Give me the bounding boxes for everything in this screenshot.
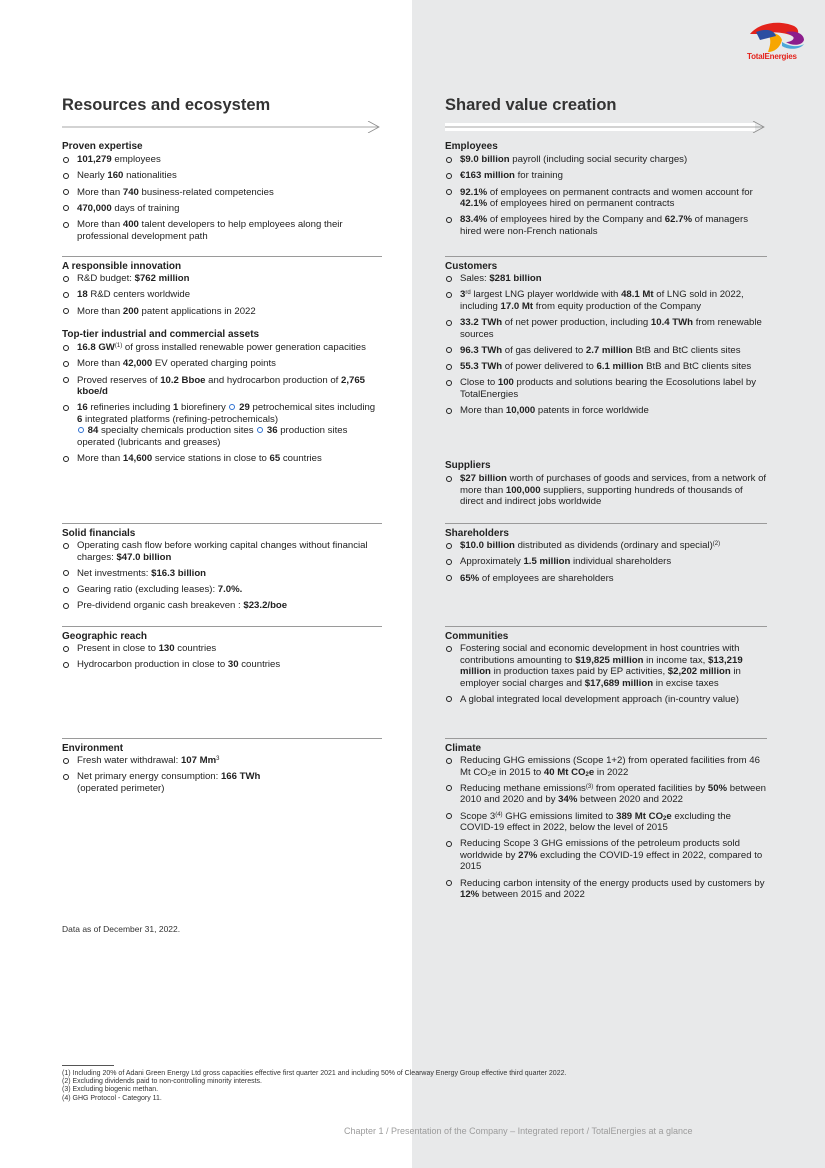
list-item: 83.4% of employees hired by the Company and 62.7% of managers hired were non-French nationals	[445, 214, 767, 237]
employees-section	[445, 138, 767, 242]
bullet-icon	[63, 543, 69, 549]
section-title: A responsible innovation	[62, 256, 382, 273]
section-title: Proven expertise	[62, 141, 143, 152]
bullet-icon	[63, 173, 69, 179]
footnote: (3) Excluding biogenic methan.	[62, 1086, 159, 1094]
bullet-icon	[446, 173, 452, 179]
list-item: 3rd largest LNG player worldwide with 48.1 Mt of LNG sold in 2022, including 17.0 Mt from equity production of the Company	[445, 289, 767, 312]
list-item: 92.1% of employees on permanent contracts and women account for 42.1% of employees hired on permanent contracts	[445, 187, 767, 210]
bullet-icon	[63, 189, 69, 195]
list-item: 55.3 TWh of power delivered to 6.1 million BtB and BtC clients sites	[445, 361, 767, 373]
list-item: 96.3 TWh of gas delivered to 2.7 million BtB and BtC clients sites	[445, 345, 767, 357]
bullet-icon	[446, 880, 452, 886]
footnote: (4) GHG Protocol - Category 11.	[62, 1094, 162, 1102]
bullet-icon	[446, 785, 452, 791]
communities-section	[445, 626, 767, 710]
bullet-icon	[446, 841, 452, 847]
data-as-of-note: Data as of December 31, 2022.	[62, 924, 181, 934]
list-item: Reducing GHG emissions (Scope 1+2) from operated facilities from 46 Mt $CO_2e$ in 2015 to 40 Mt $CO_2e$ in 2022	[445, 755, 767, 778]
list-item: R&D budget: $762 million	[62, 273, 382, 285]
bullet-icon	[229, 404, 235, 410]
section-title: Suppliers	[445, 460, 491, 471]
section-title: Employees	[445, 141, 498, 152]
shared-value-column	[445, 96, 767, 901]
bullet-icon	[63, 222, 69, 228]
suppliers-section	[445, 457, 767, 512]
bullet-icon	[63, 345, 69, 351]
section-title: Shareholders	[445, 523, 767, 540]
footnote-rule	[62, 1065, 114, 1066]
list-item: 470,000 days of training	[62, 203, 382, 215]
bullet-icon	[257, 427, 263, 433]
bullet-icon	[63, 361, 69, 367]
bullet-icon	[446, 813, 452, 819]
section-title: Top-tier industrial and commercial assets	[62, 329, 260, 340]
list-item: Net investments: $16.3 billion	[62, 568, 382, 580]
list-item: Fresh water withdrawal: 107 Mm$^3$	[62, 755, 382, 767]
list-item: Pre-dividend organic cash breakeven : $23.2/boe	[62, 600, 382, 612]
list-item: 33.2 TWh of net power production, including 10.4 TWh from renewable sources	[445, 317, 767, 340]
bullet-icon	[63, 292, 69, 298]
section-title: Solid financials	[62, 523, 382, 540]
list-item: Sales: $281 billion	[445, 273, 767, 285]
bullet-icon	[63, 646, 69, 652]
list-item: Reducing Scope 3 GHG emissions of the petroleum products sold worldwide by 27% excluding the COVID-19 effect in 2022, compared to 2015	[445, 838, 767, 873]
list-item: 65% of employees are shareholders	[445, 573, 767, 585]
bullet-icon	[63, 456, 69, 462]
bullet-icon	[63, 276, 69, 282]
bullet-icon	[446, 646, 452, 652]
environment-section	[62, 738, 382, 799]
list-item: Reducing carbon intensity of the energy products used by customers by 12% between 2015 and 2022	[445, 878, 767, 901]
section-title: Customers	[445, 256, 767, 273]
bullet-icon	[63, 758, 69, 764]
bullet-icon	[446, 347, 452, 353]
section-title: Communities	[445, 626, 767, 643]
bullet-icon	[446, 320, 452, 326]
section-title: Environment	[62, 738, 382, 755]
brand-name: TotalEnergies	[747, 52, 797, 61]
bullet-icon	[63, 603, 69, 609]
list-item: Operating cash flow before working capital changes without financial charges: $47.0 billion	[62, 540, 382, 563]
list-item: Reducing methane emissions$^{(3)}$ from operated facilities by 50% between 2010 and 2020 and by 34% between 2020 and 2022	[445, 783, 767, 806]
bullet-icon	[446, 217, 452, 223]
page-footer: Chapter 1 / Presentation of the Company – Integrated report / TotalEnergies at a glance	[344, 1126, 693, 1136]
bullet-icon	[446, 575, 452, 581]
footnote: (1) Including 20% of Adani Green Energy Ltd gross capacities effective first quarter 2021 and including 50% of Clearway Energy Group effective third quarter 2022.	[62, 1070, 567, 1077]
arrow-divider	[62, 121, 382, 133]
bullet-icon	[63, 308, 69, 314]
list-item: 101,279 employees	[62, 154, 382, 166]
geographic-section	[62, 626, 382, 676]
list-item: Nearly 160 nationalities	[62, 170, 382, 182]
resources-title: Resources and ecosystem	[62, 96, 271, 114]
list-item: Proved reserves of 10.2 Bboe and hydrocarbon production of 2,765 kboe/d	[62, 375, 382, 398]
arrow-divider	[445, 121, 767, 133]
list-item: €163 million for training	[445, 170, 767, 182]
customers-section	[445, 256, 767, 422]
section-title: Climate	[445, 738, 767, 755]
list-item: $27 billion worth of purchases of goods and services, from a network of more than 100,000 suppliers, supporting hundreds of thousands of direct and indirect jobs worldwide	[445, 473, 767, 508]
footnote: (2) Excluding dividends paid to non-controlling minority interests.	[62, 1078, 262, 1086]
bullet-icon	[63, 405, 69, 411]
list-item: 18 R&D centers worldwide	[62, 289, 382, 301]
bullet-icon	[446, 476, 452, 482]
bullet-icon	[63, 157, 69, 163]
section-title: Geographic reach	[62, 626, 382, 643]
list-item: Close to 100 products and solutions bearing the Ecosolutions label by TotalEnergies	[445, 377, 767, 400]
list-item: More than 400 talent developers to help employees along their professional development path	[62, 219, 382, 242]
bullet-icon	[446, 276, 452, 282]
shareholders-section	[445, 523, 767, 589]
list-item: More than 200 patent applications in 2022	[62, 306, 382, 318]
list-item: More than 14,600 service stations in close to 65 countries	[62, 453, 382, 465]
assets-section	[62, 326, 382, 469]
list-item: Net primary energy consumption: 166 TWh (operated perimeter)	[62, 771, 382, 794]
bullet-icon	[63, 774, 69, 780]
list-item: 16 refineries including 1 biorefinery 29 petrochemical sites including 6 integrated platforms (refining-petrochemicals) 84 specialty chemicals production sites 36 production sites operated (lubricants and greases)	[62, 402, 382, 448]
list-item: 16.8 GW$^{(1)}$ of gross installed renewable power generation capacities	[62, 342, 382, 354]
list-item: Approximately 1.5 million individual shareholders	[445, 556, 767, 568]
bullet-icon	[446, 157, 452, 163]
bullet-icon	[63, 570, 69, 576]
shared-value-title: Shared value creation	[445, 96, 617, 114]
bullet-icon	[446, 364, 452, 370]
bullet-icon	[446, 696, 452, 702]
bullet-icon	[446, 380, 452, 386]
list-item: Gearing ratio (excluding leases): 7.0%.	[62, 584, 382, 596]
list-item: Fostering social and economic development in host countries with contributions amounting to $19,825 million in income tax, $13,219 million in production taxes paid by EP activities, $2,202 million in employer social charges and $17,689 million in excise taxes	[445, 643, 767, 689]
bullet-icon	[446, 408, 452, 414]
list-item: $9.0 billion payroll (including social security charges)	[445, 154, 767, 166]
bullet-icon	[446, 543, 452, 549]
proven-expertise-section	[62, 138, 382, 247]
climate-section	[445, 738, 767, 905]
list-item: More than 10,000 patents in force worldwide	[445, 405, 767, 417]
bullet-icon	[446, 292, 452, 298]
innovation-section	[62, 256, 382, 322]
bullet-icon	[63, 377, 69, 383]
list-item: A global integrated local development approach (in-country value)	[445, 694, 767, 706]
bullet-icon	[446, 189, 452, 195]
list-item: More than 740 business-related competencies	[62, 187, 382, 199]
resources-column	[62, 96, 382, 794]
list-item: Present in close to 130 countries	[62, 643, 382, 655]
bullet-icon	[63, 205, 69, 211]
list-item: Scope 3$^{(4)}$ GHG emissions limited to 389 Mt $CO_2e$ excluding the COVID-19 effect in 2022, below the level of 2015	[445, 811, 767, 834]
bullet-icon	[446, 758, 452, 764]
footnotes	[62, 1070, 566, 1103]
bullet-icon	[78, 427, 84, 433]
bullet-icon	[63, 662, 69, 668]
list-item: $10.0 billion distributed as dividends (ordinary and special)$^{(2)}$	[445, 540, 767, 552]
bullet-icon	[446, 559, 452, 565]
list-item: More than 42,000 EV operated charging points	[62, 358, 382, 370]
bullet-icon	[63, 587, 69, 593]
financials-section	[62, 523, 382, 617]
list-item: Hydrocarbon production in close to 30 countries	[62, 659, 382, 671]
